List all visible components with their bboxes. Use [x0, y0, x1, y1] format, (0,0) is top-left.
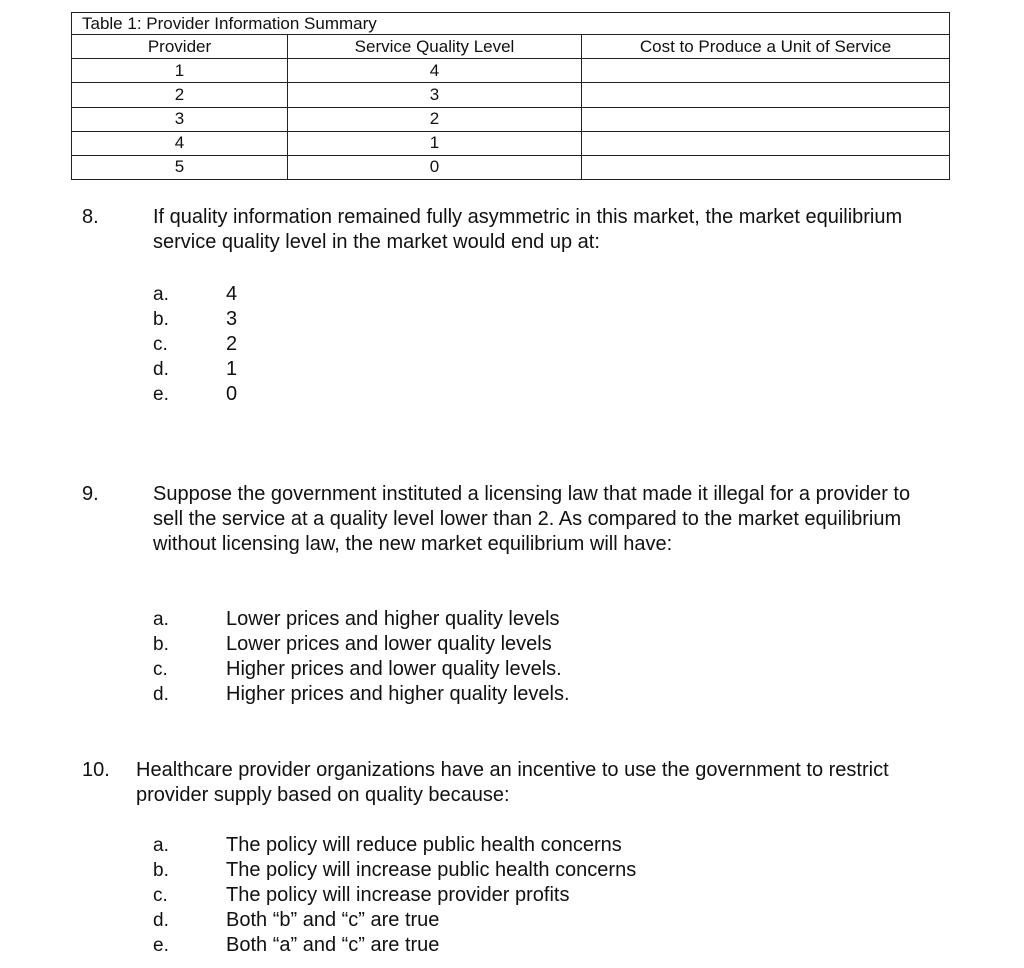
- provider-cell: 4: [72, 131, 288, 155]
- q8-option-b-letter: b.: [153, 309, 169, 330]
- question-10-text: [136, 758, 889, 808]
- q10-option-b-text: The policy will increase public health concerns: [226, 859, 637, 881]
- cost-cell: [582, 155, 950, 179]
- q9-option-d-text: Higher prices and higher quality levels.: [226, 683, 570, 705]
- table-header-row: [72, 35, 950, 59]
- q8-option-a-text: 4: [226, 283, 238, 305]
- header-provider: Provider: [72, 35, 288, 59]
- table-row: [72, 59, 950, 83]
- question-line: provider supply based on quality because:: [136, 784, 510, 806]
- q10-option-c-text: The policy will increase provider profits: [226, 884, 570, 906]
- q10-option-a-letter: a.: [153, 835, 169, 856]
- quality-cell: 1: [288, 131, 582, 155]
- cost-cell: [582, 131, 950, 155]
- q9-option-c-letter: c.: [153, 659, 168, 680]
- quality-cell: 0: [288, 155, 582, 179]
- header-service-quality-level: Service Quality Level: [288, 35, 582, 59]
- cost-cell: [582, 83, 950, 107]
- q9-option-c-text: Higher prices and lower quality levels.: [226, 658, 562, 680]
- q10-option-e-text: Both “a” and “c” are true: [226, 934, 440, 956]
- quality-cell: 3: [288, 83, 582, 107]
- table-title-row: [72, 13, 950, 35]
- question-line: If quality information remained fully asymmetric in this market, the market equilibrium: [153, 206, 903, 228]
- question-line: Suppose the government instituted a licensing law that made it illegal for a provider to: [153, 483, 911, 505]
- q10-option-d-letter: d.: [153, 910, 169, 931]
- q10-option-d-text: Both “b” and “c” are true: [226, 909, 440, 931]
- q9-option-b-letter: b.: [153, 634, 169, 655]
- provider-cell: 2: [72, 83, 288, 107]
- question-line: without licensing law, the new market equilibrium will have:: [153, 533, 673, 555]
- question-line: sell the service at a quality level lower than 2. As compared to the market equilibrium: [153, 508, 902, 530]
- q9-option-a-letter: a.: [153, 609, 169, 630]
- question-10-number: 10.: [82, 759, 110, 781]
- q8-option-c-letter: c.: [153, 334, 168, 355]
- q10-option-a-text: The policy will reduce public health concerns: [226, 834, 622, 856]
- q9-option-d-letter: d.: [153, 684, 169, 705]
- table-row: [72, 131, 950, 155]
- table-title: Table 1: Provider Information Summary: [72, 13, 950, 35]
- question-line: service quality level in the market would end up at:: [153, 231, 600, 253]
- q9-option-b-text: Lower prices and lower quality levels: [226, 633, 552, 655]
- table-row: [72, 107, 950, 131]
- quality-cell: 2: [288, 107, 582, 131]
- header-cost-per-unit: Cost to Produce a Unit of Service: [582, 35, 950, 59]
- q8-option-a-letter: a.: [153, 284, 169, 305]
- question-8-text: [153, 205, 902, 255]
- q8-option-c-text: 2: [226, 333, 238, 355]
- provider-summary-table: [71, 12, 950, 180]
- q8-option-e-letter: e.: [153, 384, 169, 405]
- q8-option-b-text: 3: [226, 308, 238, 330]
- question-line: Healthcare provider organizations have an incentive to use the government to restrict: [136, 759, 889, 781]
- table-row: [72, 83, 950, 107]
- provider-cell: 1: [72, 59, 288, 83]
- provider-cell: 5: [72, 155, 288, 179]
- question-8-number: 8.: [82, 206, 99, 228]
- q10-option-c-letter: c.: [153, 885, 168, 906]
- q8-option-d-text: 1: [226, 358, 238, 380]
- q10-option-b-letter: b.: [153, 860, 169, 881]
- table-row: [72, 155, 950, 179]
- q8-option-d-letter: d.: [153, 359, 169, 380]
- question-9-text: [153, 482, 910, 557]
- cost-cell: [582, 107, 950, 131]
- question-9-number: 9.: [82, 483, 99, 505]
- q9-option-a-text: Lower prices and higher quality levels: [226, 608, 560, 630]
- provider-cell: 3: [72, 107, 288, 131]
- q10-option-e-letter: e.: [153, 935, 169, 956]
- cost-cell: [582, 59, 950, 83]
- quality-cell: 4: [288, 59, 582, 83]
- q8-option-e-text: 0: [226, 383, 238, 405]
